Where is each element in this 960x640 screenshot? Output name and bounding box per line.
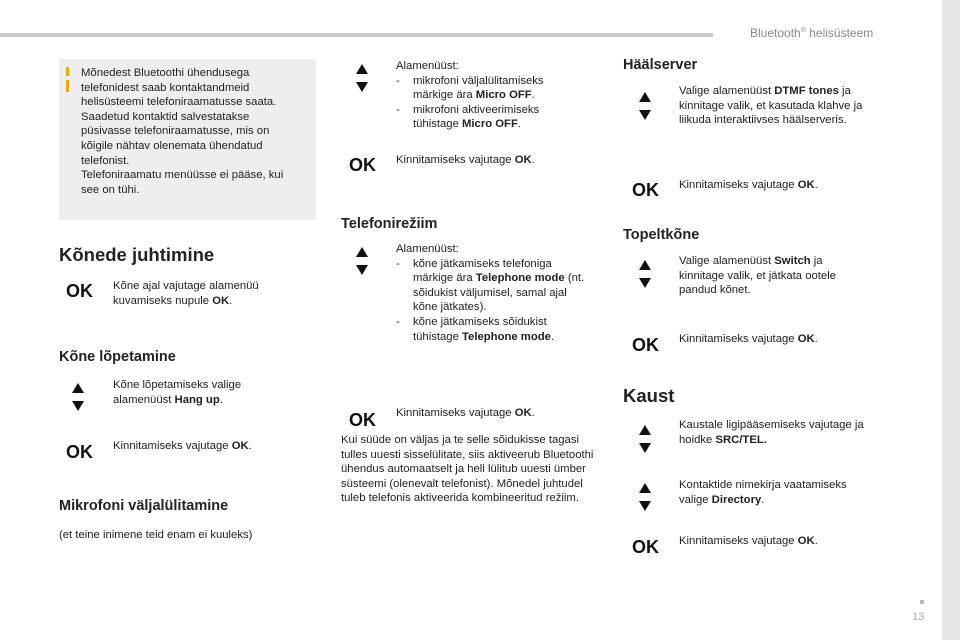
phone-mode-paragraph: Kui süüde on väljas ja te selle sõidukisse tagasi tulles uuesti sisselülitate, siis aktiveerub Bluetoothi ühendus automaatselt ja heli lülitub uuesti ümber süsteemi (olenevalt telefonist). Mõnedel juhtudel tuleb telefonis aktiveerida kombineeritud režiim. (341, 434, 594, 505)
up-down-arrows-icon (639, 425, 653, 455)
up-down-arrows-icon (356, 247, 370, 277)
section-title-mute: Mikrofoni väljalülitamine (59, 498, 229, 514)
mute-confirm-text: Kinnitamiseks vajutage OK. (396, 154, 535, 166)
up-down-arrows-icon (72, 383, 86, 413)
mute-menu-text: Alamenüüst: - mikrofoni väljalülitamiseks märkige ära Micro OFF. - mikrofoni aktiveerimiseks tühistage Micro OFF. (396, 60, 544, 131)
ok-button-icon: OK (632, 180, 659, 200)
ok-button-icon: OK (632, 537, 659, 557)
voice-server-confirm-text: Kinnitamiseks vajutage OK. (679, 179, 818, 191)
double-call-confirm-text: Kinnitamiseks vajutage OK. (679, 333, 818, 345)
ok-button-icon: OK (66, 281, 93, 301)
call-management-text: Kõne ajal vajutage alamenüü kuvamiseks nupule OK. (113, 280, 259, 307)
folder-text-1: Kaustale ligipääsemiseks vajutage ja hoidke SRC/TEL. (679, 419, 864, 446)
folder-text-2: Kontaktide nimekirja vaatamiseks valige Directory. (679, 479, 847, 506)
up-down-arrows-icon (639, 483, 653, 513)
section-title-folder: Kaust (623, 385, 675, 406)
info-note-text: Mõnedest Bluetoothi ühendusega telefonidest saab kontaktandmeid helisüsteemi telefoniraamatusse saata. Saadetud kontaktid salvestatakse püsivasse telefoniraamatusse, mis on kõigile nähtav olenemata ühendatud telefonist. Telefoniraamatu menüüsse ei pääse, kui see on tühi. (81, 67, 284, 196)
page-header: Bluetooth® helisüsteem (750, 26, 874, 40)
up-down-arrows-icon (639, 260, 653, 290)
phone-mode-confirm-text: Kinnitamiseks vajutage OK. (396, 407, 535, 419)
right-margin-band (942, 0, 960, 640)
mute-subtitle: (et teine inimene teid enam ei kuuleks) (59, 529, 253, 541)
folder-confirm-text: Kinnitamiseks vajutage OK. (679, 535, 818, 547)
info-icon (66, 67, 69, 76)
page-number: 13 (912, 611, 925, 623)
phone-mode-text: Alamenüüst: - kõne jätkamiseks telefoniga märkige ära Telephone mode (nt. sõidukist väljumisel, samal ajal kõne jätkates). - kõne jätkamiseks sõidukist tühistage Telephone mode. (396, 243, 585, 343)
ok-button-icon: OK (349, 410, 376, 430)
page-marker-dot (920, 600, 924, 604)
end-call-confirm-text: Kinnitamiseks vajutage OK. (113, 440, 252, 452)
info-icon-stem (66, 80, 69, 92)
double-call-text: Valige alamenüüst Switch ja kinnitage valik, et jätkata ootele pandud kõnet. (679, 255, 836, 297)
up-down-arrows-icon (356, 64, 370, 94)
section-title-voice-server: Häälserver (623, 57, 698, 73)
section-title-double-call: Topeltkõne (623, 227, 700, 243)
voice-server-text: Valige alamenüüst DTMF tones ja kinnitage valik, et kasutada klahve ja liikuda interaktiivses häälserveris. (679, 85, 863, 127)
top-rule (0, 33, 713, 37)
section-title-end-call: Kõne lõpetamine (59, 349, 176, 365)
section-title-call-management: Kõnede juhtimine (59, 244, 215, 265)
section-title-phone-mode: Telefonirežiim (341, 216, 438, 232)
ok-button-icon: OK (66, 442, 93, 462)
up-down-arrows-icon (639, 92, 653, 122)
ok-button-icon: OK (349, 155, 376, 175)
end-call-text: Kõne lõpetamiseks valige alamenüüst Hang up. (113, 379, 242, 406)
ok-button-icon: OK (632, 335, 659, 355)
